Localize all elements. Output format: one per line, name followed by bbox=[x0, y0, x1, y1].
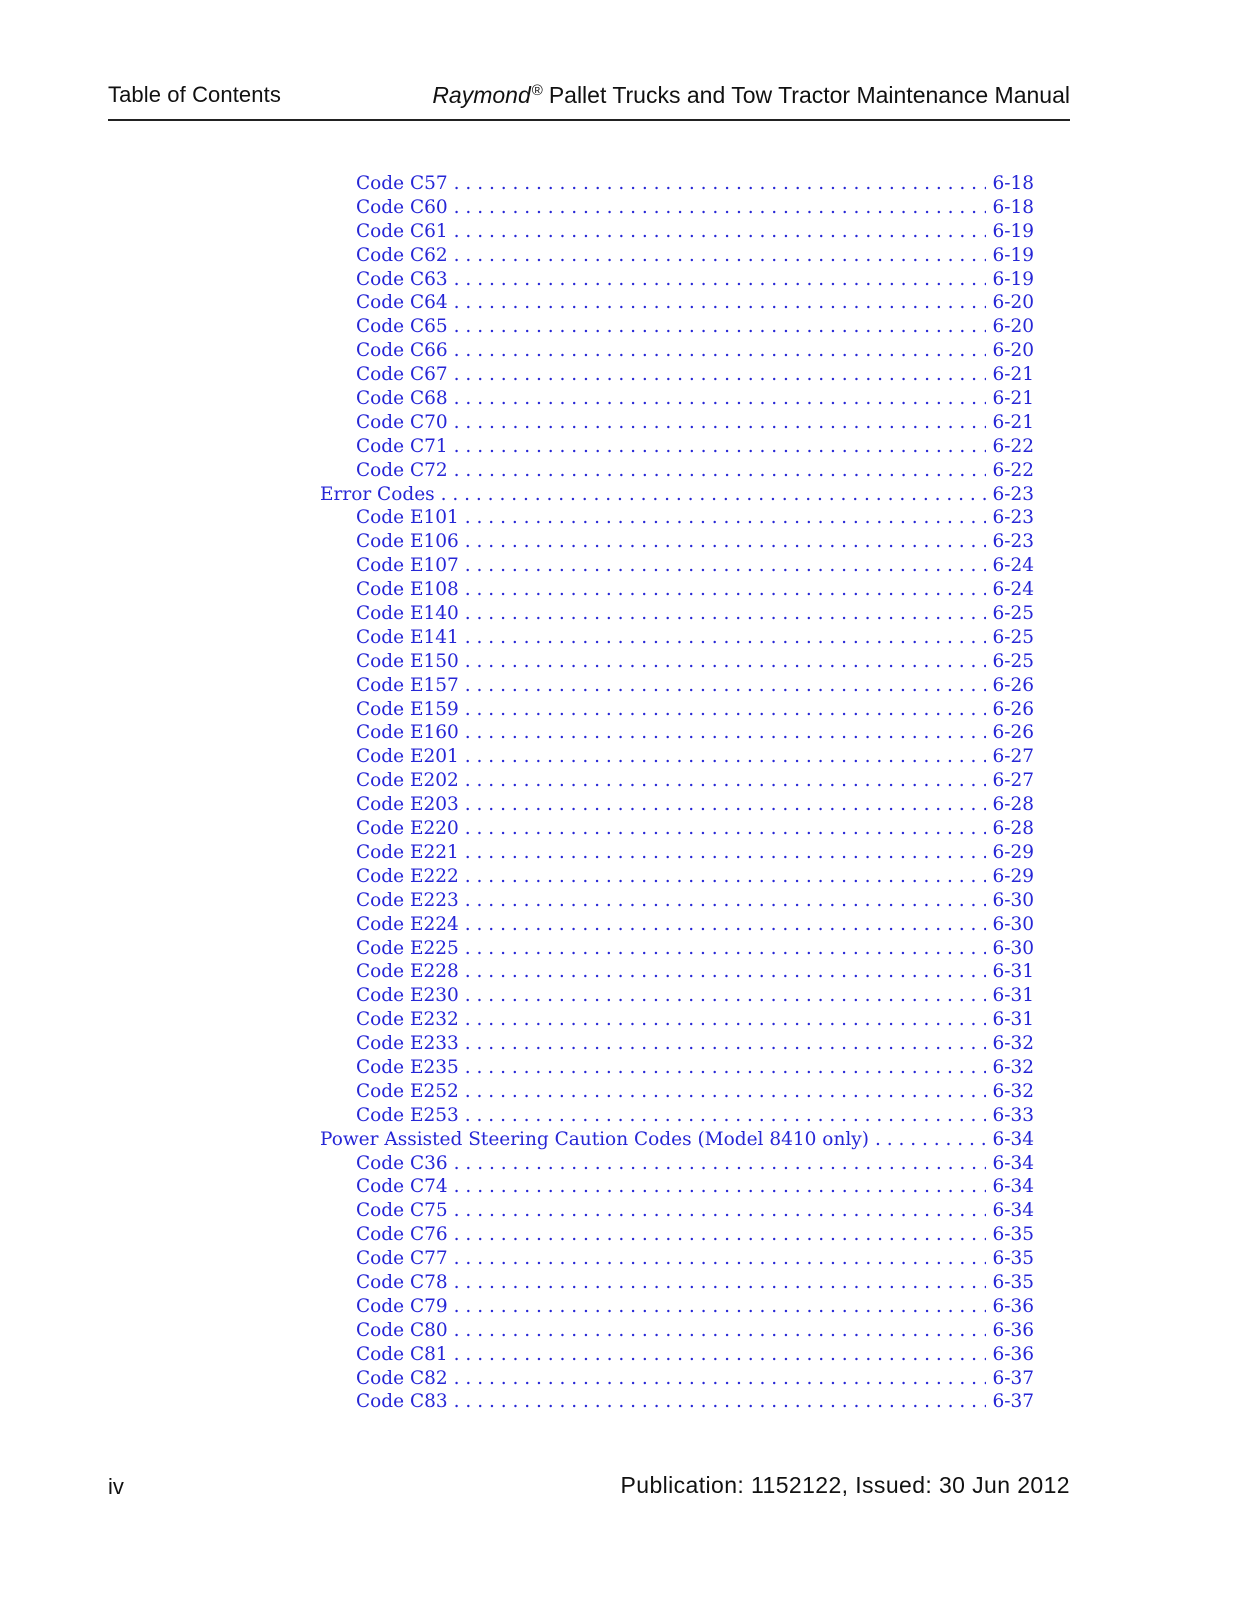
toc-dot-leader bbox=[454, 196, 987, 220]
toc-entry-link[interactable] bbox=[320, 1008, 1034, 1032]
toc-entry-page: 6-20 bbox=[992, 316, 1034, 338]
toc-entry-link[interactable] bbox=[320, 1175, 1034, 1199]
toc-entry-title: Code E221 bbox=[356, 841, 459, 863]
toc-entry-page: 6-30 bbox=[992, 913, 1034, 935]
toc-entry-title: Code E203 bbox=[356, 794, 459, 816]
toc-entry-page: 6-20 bbox=[992, 292, 1034, 314]
toc-entry-page: 6-35 bbox=[992, 1271, 1034, 1293]
toc-dot-leader bbox=[454, 1319, 987, 1343]
toc-dot-leader bbox=[454, 220, 987, 244]
toc-entry-title: Code C74 bbox=[356, 1176, 448, 1198]
toc-dot-leader bbox=[454, 387, 987, 411]
toc-entry-link[interactable] bbox=[320, 841, 1034, 865]
toc-dot-leader bbox=[465, 1008, 987, 1032]
toc-entry-page: 6-32 bbox=[992, 1080, 1034, 1102]
toc-entry-title: Code C76 bbox=[356, 1224, 448, 1246]
toc-entry-link[interactable] bbox=[320, 554, 1034, 578]
toc-dot-leader bbox=[465, 817, 987, 841]
toc-entry-title: Code C62 bbox=[356, 244, 448, 266]
toc-dot-leader bbox=[465, 1032, 987, 1056]
toc-entry-link[interactable] bbox=[320, 674, 1034, 698]
publication-info: Publication: 1152122, Issued: 30 Jun 2012 bbox=[620, 1472, 1070, 1498]
toc-entry-page: 6-31 bbox=[992, 1009, 1034, 1031]
toc-entry-title: Code E201 bbox=[356, 746, 459, 768]
toc-dot-leader bbox=[454, 1152, 987, 1176]
toc-dot-leader bbox=[454, 291, 987, 315]
toc-entry-page: 6-35 bbox=[992, 1224, 1034, 1246]
toc-entry-link[interactable] bbox=[320, 913, 1034, 937]
toc-dot-leader bbox=[465, 530, 987, 554]
toc-entry-link[interactable] bbox=[320, 220, 1034, 244]
toc-entry-link[interactable] bbox=[320, 1247, 1034, 1271]
toc-entry-title: Code E150 bbox=[356, 650, 459, 672]
toc-entry-link[interactable] bbox=[320, 1223, 1034, 1247]
toc-entry-title: Code C66 bbox=[356, 340, 448, 362]
toc-entry-title: Code C36 bbox=[356, 1152, 448, 1174]
toc-dot-leader bbox=[454, 1175, 987, 1199]
toc-entry-title: Code E253 bbox=[356, 1104, 459, 1126]
toc-entry-title: Code E202 bbox=[356, 770, 459, 792]
toc-entry-title: Code C64 bbox=[356, 292, 448, 314]
toc-dot-leader bbox=[454, 244, 987, 268]
header-section-title: Table of Contents bbox=[108, 82, 281, 107]
toc-entry-link[interactable] bbox=[320, 387, 1034, 411]
toc-entry-page: 6-29 bbox=[992, 841, 1034, 863]
toc-entry-link[interactable] bbox=[320, 1367, 1034, 1391]
toc-entry-title: Code C77 bbox=[356, 1248, 448, 1270]
toc-entry-link[interactable] bbox=[320, 411, 1034, 435]
toc-entry-link[interactable] bbox=[320, 626, 1034, 650]
toc-entry-link[interactable] bbox=[320, 745, 1034, 769]
toc-entry-title: Code C70 bbox=[356, 411, 448, 433]
toc-dot-leader bbox=[465, 1056, 987, 1080]
toc-dot-leader bbox=[454, 1247, 987, 1271]
page-header bbox=[108, 80, 1070, 120]
toc-entry-link[interactable] bbox=[320, 1199, 1034, 1223]
toc-entry-link[interactable] bbox=[320, 1343, 1034, 1367]
toc-dot-leader bbox=[465, 960, 987, 984]
toc-entry-link[interactable] bbox=[320, 1032, 1034, 1056]
toc-entry-link[interactable] bbox=[320, 1152, 1034, 1176]
toc-section-link[interactable] bbox=[320, 483, 1034, 507]
toc-dot-leader bbox=[454, 459, 987, 483]
toc-entry-title: Code E140 bbox=[356, 603, 459, 625]
toc-entry-title: Code E225 bbox=[356, 937, 459, 959]
toc-entry-link[interactable] bbox=[320, 291, 1034, 315]
toc-dot-leader bbox=[465, 913, 987, 937]
toc-entry-page: 6-33 bbox=[992, 1104, 1034, 1126]
toc-entry-page: 6-20 bbox=[992, 340, 1034, 362]
toc-dot-leader bbox=[441, 483, 987, 507]
toc-dot-leader bbox=[465, 889, 987, 913]
toc-entry-page: 6-23 bbox=[992, 483, 1034, 505]
toc-entry-page: 6-31 bbox=[992, 961, 1034, 983]
toc-entry-page: 6-21 bbox=[992, 411, 1034, 433]
toc-entry-link[interactable] bbox=[320, 268, 1034, 292]
toc-entry-page: 6-34 bbox=[992, 1200, 1034, 1222]
toc-entry-page: 6-25 bbox=[992, 650, 1034, 672]
toc-entry-title: Code E222 bbox=[356, 865, 459, 887]
toc-entry-page: 6-22 bbox=[992, 435, 1034, 457]
toc-entry-page: 6-27 bbox=[992, 770, 1034, 792]
toc-entry-link[interactable] bbox=[320, 196, 1034, 220]
toc-dot-leader bbox=[454, 339, 987, 363]
toc-entry-link[interactable] bbox=[320, 1080, 1034, 1104]
toc-dot-leader bbox=[465, 674, 987, 698]
toc-entry-link[interactable] bbox=[320, 315, 1034, 339]
toc-dot-leader bbox=[875, 1128, 986, 1152]
toc-entry-link[interactable] bbox=[320, 865, 1034, 889]
toc-entry-title: Code C82 bbox=[356, 1367, 448, 1389]
toc-entry-page: 6-29 bbox=[992, 865, 1034, 887]
toc-entry-link[interactable] bbox=[320, 769, 1034, 793]
toc-entry-link[interactable] bbox=[320, 435, 1034, 459]
toc-entry-title: Code C78 bbox=[356, 1271, 448, 1293]
toc-dot-leader bbox=[454, 1271, 987, 1295]
toc-entry-page: 6-28 bbox=[992, 794, 1034, 816]
toc-entry-title: Code C68 bbox=[356, 388, 448, 410]
toc-entry-title: Code C61 bbox=[356, 220, 448, 242]
toc-entry-link[interactable] bbox=[320, 698, 1034, 722]
toc-dot-leader bbox=[465, 769, 987, 793]
toc-entry-title: Code C71 bbox=[356, 435, 448, 457]
toc-entry-title: Code C83 bbox=[356, 1391, 448, 1413]
toc-entry-page: 6-26 bbox=[992, 674, 1034, 696]
toc-entry-link[interactable] bbox=[320, 1319, 1034, 1343]
header-divider bbox=[108, 119, 1070, 121]
toc-entry-title: Power Assisted Steering Caution Codes (Model 8410 only) bbox=[320, 1128, 869, 1150]
toc-dot-leader bbox=[454, 172, 987, 196]
toc-entry-title: Code E159 bbox=[356, 698, 459, 720]
toc-entry-page: 6-25 bbox=[992, 626, 1034, 648]
toc-dot-leader bbox=[465, 506, 987, 530]
toc-entry-page: 6-30 bbox=[992, 889, 1034, 911]
toc-entry-title: Code C75 bbox=[356, 1200, 448, 1222]
toc-entry-page: 6-22 bbox=[992, 459, 1034, 481]
toc-entry-page: 6-19 bbox=[992, 268, 1034, 290]
toc-entry-link[interactable] bbox=[320, 459, 1034, 483]
toc-dot-leader bbox=[465, 650, 987, 674]
toc-dot-leader bbox=[465, 554, 987, 578]
toc-entry-title: Code E232 bbox=[356, 1009, 459, 1031]
toc-entry-title: Code C63 bbox=[356, 268, 448, 290]
toc-dot-leader bbox=[465, 841, 987, 865]
toc-entry-link[interactable] bbox=[320, 650, 1034, 674]
toc-entry-link[interactable] bbox=[320, 1295, 1034, 1319]
toc-entry-page: 6-30 bbox=[992, 937, 1034, 959]
toc-entry-page: 6-37 bbox=[992, 1391, 1034, 1413]
toc-entry-page: 6-26 bbox=[992, 698, 1034, 720]
toc-dot-leader bbox=[454, 1343, 987, 1367]
toc-entry-page: 6-24 bbox=[992, 555, 1034, 577]
toc-entry-link[interactable] bbox=[320, 363, 1034, 387]
toc-entry-page: 6-19 bbox=[992, 220, 1034, 242]
toc-dot-leader bbox=[454, 411, 987, 435]
toc-section-link[interactable] bbox=[320, 1128, 1034, 1152]
toc-dot-leader bbox=[454, 1199, 987, 1223]
toc-entry-link[interactable] bbox=[320, 1104, 1034, 1128]
toc-entry-title: Code E230 bbox=[356, 985, 459, 1007]
toc-list bbox=[320, 172, 1034, 1414]
toc-entry-link[interactable] bbox=[320, 889, 1034, 913]
toc-entry-page: 6-18 bbox=[992, 173, 1034, 194]
toc-entry-title: Code C80 bbox=[356, 1319, 448, 1341]
toc-entry-page: 6-28 bbox=[992, 818, 1034, 840]
toc-entry-link[interactable] bbox=[320, 1271, 1034, 1295]
toc-entry-title: Code E252 bbox=[356, 1080, 459, 1102]
toc-entry-page: 6-23 bbox=[992, 507, 1034, 529]
toc-entry-page: 6-34 bbox=[992, 1176, 1034, 1198]
header-manual-name: Pallet Trucks and Tow Tractor Maintenance Manual bbox=[548, 82, 1070, 108]
toc-entry-title: Code E223 bbox=[356, 889, 459, 911]
toc-dot-leader bbox=[454, 363, 987, 387]
toc-entry-link[interactable] bbox=[320, 1390, 1034, 1414]
toc-entry-page: 6-19 bbox=[992, 244, 1034, 266]
toc-dot-leader bbox=[465, 1104, 987, 1128]
toc-entry-link[interactable] bbox=[320, 339, 1034, 363]
toc-entry-page: 6-24 bbox=[992, 579, 1034, 601]
toc-dot-leader bbox=[454, 1390, 987, 1414]
toc-entry-title: Code C79 bbox=[356, 1295, 448, 1317]
toc-entry-title: Code E157 bbox=[356, 674, 459, 696]
toc-entry-link[interactable] bbox=[320, 602, 1034, 626]
toc-dot-leader bbox=[465, 937, 987, 961]
toc-dot-leader bbox=[454, 1223, 987, 1247]
toc-entry-title: Code C57 bbox=[356, 173, 448, 194]
toc-entry-page: 6-36 bbox=[992, 1343, 1034, 1365]
toc-dot-leader bbox=[465, 1080, 987, 1104]
toc-entry-title: Code E220 bbox=[356, 818, 459, 840]
toc-entry-title: Code E228 bbox=[356, 961, 459, 983]
toc-dot-leader bbox=[454, 1367, 987, 1391]
toc-entry-page: 6-21 bbox=[992, 388, 1034, 410]
toc-entry-link[interactable] bbox=[320, 578, 1034, 602]
toc-entry-link[interactable] bbox=[320, 984, 1034, 1008]
toc-entry-link[interactable] bbox=[320, 793, 1034, 817]
toc-dot-leader bbox=[465, 865, 987, 889]
toc-entry-title: Code C65 bbox=[356, 316, 448, 338]
toc-entry-page: 6-34 bbox=[992, 1152, 1034, 1174]
toc-entry-title: Code E101 bbox=[356, 507, 459, 529]
toc-entry-title: Code E141 bbox=[356, 626, 459, 648]
toc-entry-page: 6-36 bbox=[992, 1319, 1034, 1341]
toc-dot-leader bbox=[465, 578, 987, 602]
toc-entry-title: Code E160 bbox=[356, 722, 459, 744]
registered-mark: ® bbox=[531, 82, 543, 99]
toc-dot-leader bbox=[465, 984, 987, 1008]
toc-dot-leader bbox=[454, 435, 987, 459]
toc-entry-page: 6-35 bbox=[992, 1248, 1034, 1270]
toc-entry-page: 6-36 bbox=[992, 1295, 1034, 1317]
page-number: iv bbox=[108, 1474, 124, 1499]
toc-entry-title: Code C81 bbox=[356, 1343, 448, 1365]
toc-entry-title: Code E107 bbox=[356, 555, 459, 577]
toc-dot-leader bbox=[465, 721, 987, 745]
toc-entry-link[interactable] bbox=[320, 244, 1034, 268]
toc-entry-link[interactable] bbox=[320, 721, 1034, 745]
toc-entry-title: Code C60 bbox=[356, 196, 448, 218]
toc-entry-page: 6-23 bbox=[992, 531, 1034, 553]
toc-entry-page: 6-26 bbox=[992, 722, 1034, 744]
toc-entry-page: 6-34 bbox=[992, 1128, 1034, 1150]
toc-entry-title: Code E224 bbox=[356, 913, 459, 935]
toc-entry-link[interactable] bbox=[320, 506, 1034, 530]
toc-dot-leader bbox=[454, 268, 987, 292]
toc-entry-title: Code E235 bbox=[356, 1056, 459, 1078]
toc-dot-leader bbox=[465, 698, 987, 722]
toc-entry-title: Code E108 bbox=[356, 579, 459, 601]
page-footer bbox=[108, 1472, 1070, 1508]
toc-entry-page: 6-37 bbox=[992, 1367, 1034, 1389]
toc-entry-title: Code E106 bbox=[356, 531, 459, 553]
toc-entry-title: Code C72 bbox=[356, 459, 448, 481]
toc-entry-page: 6-32 bbox=[992, 1056, 1034, 1078]
toc-dot-leader bbox=[465, 793, 987, 817]
toc-entry-link[interactable] bbox=[320, 172, 1034, 196]
toc-entry-page: 6-27 bbox=[992, 746, 1034, 768]
toc-dot-leader bbox=[454, 315, 987, 339]
toc-entry-title: Error Codes bbox=[320, 483, 435, 505]
toc-entry-link[interactable] bbox=[320, 530, 1034, 554]
toc-dot-leader bbox=[465, 602, 987, 626]
toc-dot-leader bbox=[454, 1295, 987, 1319]
toc-entry-page: 6-21 bbox=[992, 364, 1034, 386]
toc-entry-page: 6-32 bbox=[992, 1033, 1034, 1055]
toc-entry-link[interactable] bbox=[320, 817, 1034, 841]
header-manual-title bbox=[432, 82, 1070, 109]
toc-entry-link[interactable] bbox=[320, 1056, 1034, 1080]
toc-dot-leader bbox=[465, 745, 987, 769]
header-brand: Raymond bbox=[432, 82, 531, 108]
toc-entry-link[interactable] bbox=[320, 937, 1034, 961]
toc-entry-page: 6-31 bbox=[992, 985, 1034, 1007]
toc-entry-title: Code E233 bbox=[356, 1033, 459, 1055]
toc-entry-link[interactable] bbox=[320, 960, 1034, 984]
toc-entry-title: Code C67 bbox=[356, 364, 448, 386]
toc-entry-page: 6-18 bbox=[992, 196, 1034, 218]
toc-dot-leader bbox=[465, 626, 987, 650]
toc-entry-page: 6-25 bbox=[992, 603, 1034, 625]
